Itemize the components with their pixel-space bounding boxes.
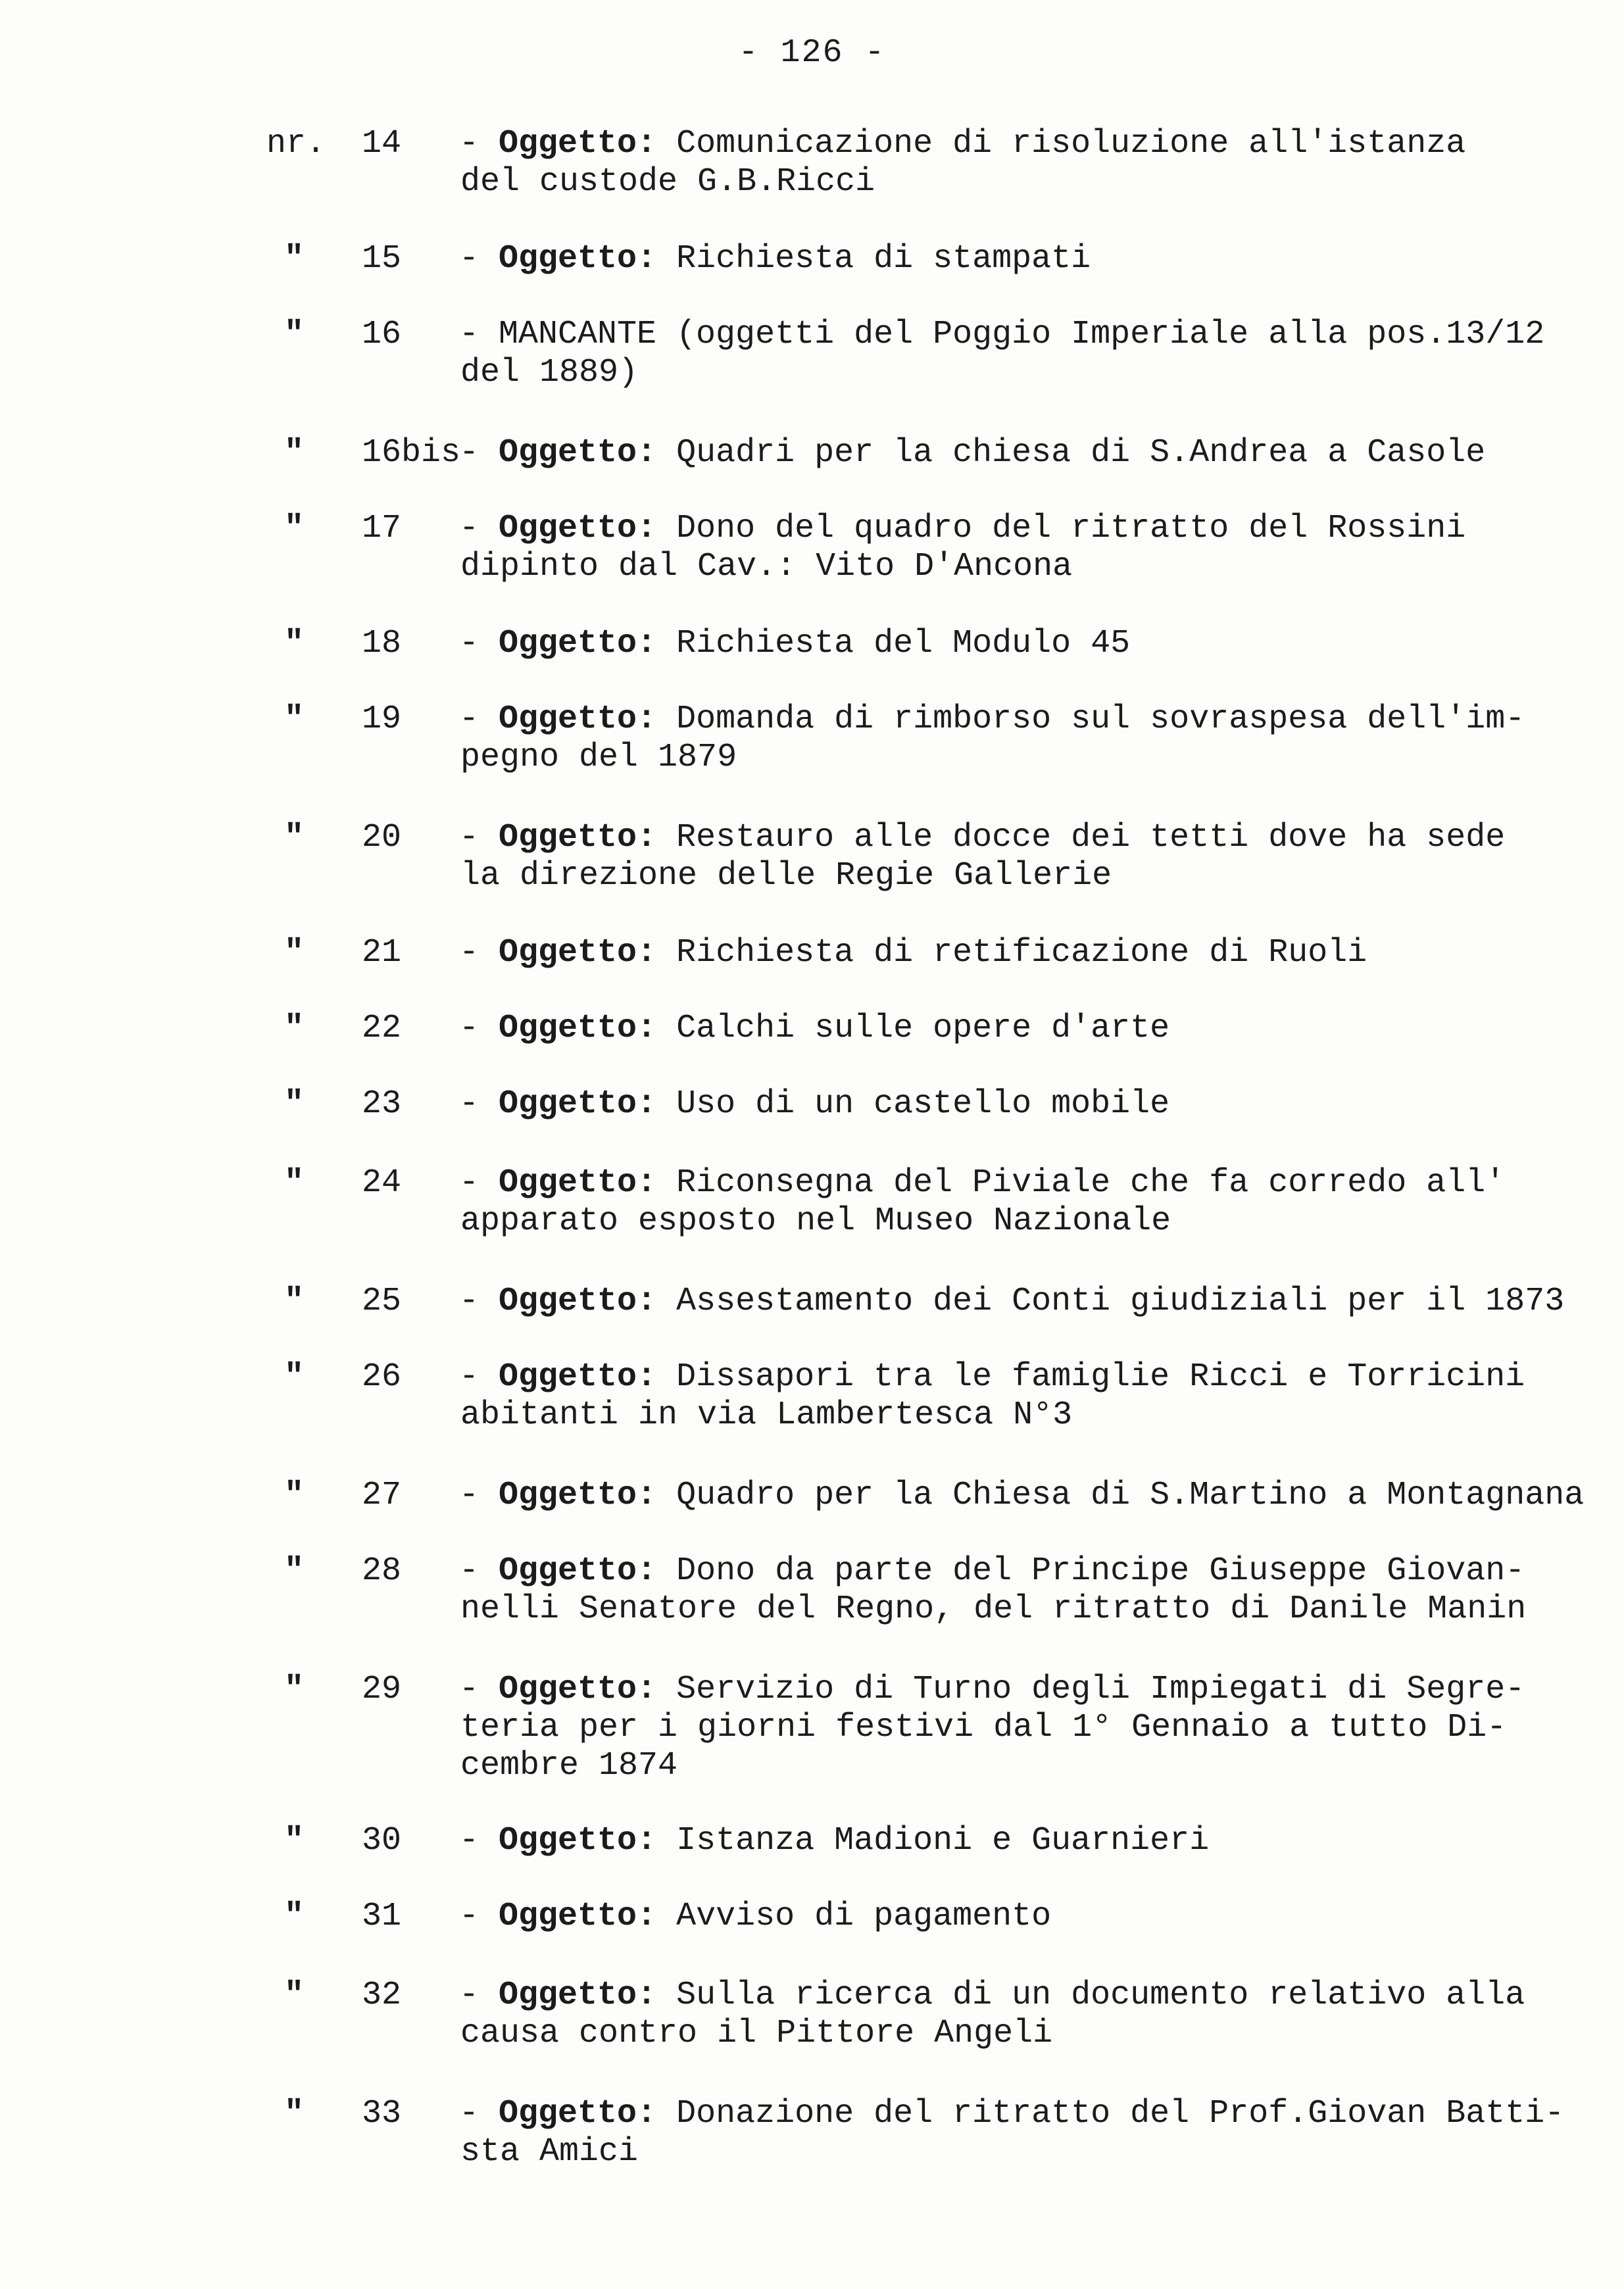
entry-text: Assestamento dei Conti giudiziali per il 1873: [676, 1283, 1565, 1320]
subject-label: Oggetto:: [499, 1977, 657, 2014]
entry-number: 15: [362, 240, 402, 278]
entry-dash: -: [459, 240, 480, 278]
subject-label: Oggetto:: [499, 1477, 657, 1514]
entry-text: teria per i giorni festivi dal 1° Gennaio a tutto Di-: [460, 1709, 1507, 1746]
entry-body: [460, 1010, 1592, 1048]
entry-dash: -: [459, 1671, 480, 1708]
entry-line: [460, 1552, 1592, 1590]
entry-number: 31: [362, 1898, 402, 1935]
entry-body: [460, 819, 1592, 895]
entry-line: [460, 1283, 1592, 1321]
entry-body: [460, 1164, 1592, 1241]
entry-body: [460, 1552, 1592, 1629]
entry-dash: -: [459, 625, 480, 662]
entry-text: pegno del 1879: [460, 739, 737, 776]
ditto-mark: ": [284, 1822, 305, 1859]
entry-number: 21: [362, 934, 402, 972]
entry-text: cembre 1874: [460, 1747, 678, 1784]
entry-line: [460, 819, 1592, 857]
subject-label: Oggetto:: [499, 819, 657, 856]
entry-body: [460, 510, 1592, 586]
entry-text: Richiesta del Modulo 45: [676, 625, 1131, 662]
entry-line: [460, 2133, 1592, 2171]
entry-number: 18: [362, 625, 402, 662]
entry-dash: -: [459, 1010, 480, 1047]
ditto-mark: ": [284, 510, 305, 547]
entry-body: [460, 1283, 1592, 1321]
entry-text: Richiesta di stampati: [676, 240, 1091, 278]
entry-dash: -: [459, 1552, 480, 1590]
entry-number: 14: [362, 125, 402, 162]
entry-dash: -: [459, 1283, 480, 1320]
entry-line: [460, 625, 1592, 663]
entry-body: [460, 1358, 1592, 1435]
entry-dash: -: [459, 434, 480, 472]
ditto-mark: ": [284, 701, 305, 738]
entry-dash: -: [459, 1898, 480, 1935]
entry-body: [460, 1671, 1592, 1785]
entry-text: causa contro il Pittore Angeli: [460, 2015, 1053, 2052]
entry-line: [460, 434, 1592, 472]
entry-text: Servizio di Turno degli Impiegati di Segre-: [676, 1671, 1525, 1708]
entry-number: 22: [362, 1010, 402, 1047]
subject-label: Oggetto:: [499, 625, 657, 662]
ditto-mark: ": [284, 1898, 305, 1935]
entry-text: dipinto dal Cav.: Vito D'Ancona: [460, 548, 1073, 585]
entry-body: [460, 1977, 1592, 2053]
entry-number: 27: [362, 1477, 402, 1514]
ditto-mark: ": [284, 1085, 305, 1123]
subject-label: Oggetto:: [499, 240, 657, 278]
entry-text: Dono da parte del Principe Giuseppe Giovan-: [676, 1552, 1525, 1590]
entry-line: [460, 1898, 1592, 1936]
entry-line: [460, 1590, 1592, 1629]
entry-prefix: nr.: [266, 125, 326, 162]
entry-number: 17: [362, 510, 402, 547]
entry-body: [460, 625, 1592, 663]
subject-label: Oggetto:: [499, 2095, 657, 2132]
subject-label: Oggetto:: [499, 510, 657, 547]
entry-body: [460, 1898, 1592, 1936]
entry-body: [460, 934, 1592, 972]
entry-text: Quadro per la Chiesa di S.Martino a Montagnana: [676, 1477, 1585, 1514]
entry-body: [460, 434, 1592, 472]
entry-dash: -: [459, 701, 480, 738]
ditto-mark: ": [284, 1010, 305, 1047]
subject-label: Oggetto:: [499, 1358, 657, 1396]
entry-number: 23: [362, 1085, 402, 1123]
entry-line: [460, 548, 1592, 586]
entry-body: [460, 1822, 1592, 1860]
ditto-mark: ": [284, 1358, 305, 1396]
ditto-mark: ": [284, 625, 305, 662]
entry-line: [460, 2015, 1592, 2053]
entry-dash: -: [459, 1477, 480, 1514]
ditto-mark: ": [284, 819, 305, 856]
entry-line: [460, 1671, 1592, 1709]
entry-dash: -: [459, 2095, 480, 2132]
subject-label: Oggetto:: [499, 1898, 657, 1935]
entry-text: del 1889): [460, 354, 639, 391]
ditto-mark: ": [284, 1671, 305, 1708]
entry-line: [460, 1085, 1592, 1123]
ditto-mark: ": [284, 1283, 305, 1320]
entry-line: [460, 2095, 1592, 2133]
entry-number: 32: [362, 1977, 402, 2014]
entry-dash: -: [459, 934, 480, 972]
entry-text: apparato esposto nel Museo Nazionale: [460, 1202, 1171, 1240]
entry-text: Uso di un castello mobile: [676, 1085, 1170, 1123]
entry-dash: -: [459, 1358, 480, 1396]
ditto-mark: ": [284, 1552, 305, 1590]
entry-body: [460, 1477, 1592, 1515]
entry-number: 29: [362, 1671, 402, 1708]
entry-dash: -: [459, 1085, 480, 1123]
entry-body: [460, 240, 1592, 278]
entry-line: [460, 1358, 1592, 1396]
entry-text: nelli Senatore del Regno, del ritratto di Danile Manin: [460, 1590, 1527, 1628]
entry-line: [460, 934, 1592, 972]
entry-dash: -: [459, 1822, 480, 1859]
entry-body: [460, 2095, 1592, 2171]
ditto-mark: ": [284, 434, 305, 472]
ditto-mark: ": [284, 1164, 305, 1202]
entry-line: [460, 1477, 1592, 1515]
entry-text: sta Amici: [460, 2133, 639, 2171]
entry-line: [460, 354, 1592, 392]
entry-dash: -: [459, 125, 480, 162]
subject-label: Oggetto:: [499, 1164, 657, 1202]
entry-dash: -: [459, 316, 480, 353]
entry-text: Dono del quadro del ritratto del Rossini: [676, 510, 1466, 547]
entry-line: [460, 1709, 1592, 1747]
entry-line: [460, 1164, 1592, 1202]
subject-label: Oggetto:: [499, 125, 657, 162]
entry-line: [460, 1202, 1592, 1241]
entry-text: Sulla ricerca di un documento relativo alla: [676, 1977, 1525, 2014]
entry-line: [460, 1977, 1592, 2015]
entry-text: Istanza Madioni e Guarnieri: [676, 1822, 1210, 1859]
ditto-mark: ": [284, 2095, 305, 2132]
entry-number: 26: [362, 1358, 402, 1396]
entry-text: abitanti in via Lambertesca N°3: [460, 1396, 1073, 1434]
entry-line: [460, 739, 1592, 777]
entry-number: 20: [362, 819, 402, 856]
subject-label: Oggetto:: [499, 1010, 657, 1047]
entry-line: [460, 1822, 1592, 1860]
entry-number: 16: [362, 316, 402, 353]
ditto-mark: ": [284, 1477, 305, 1514]
ditto-mark: ": [284, 240, 305, 278]
ditto-mark: ": [284, 934, 305, 972]
entry-line: [460, 510, 1592, 548]
entry-line: [460, 857, 1592, 895]
entry-line: [460, 240, 1592, 278]
entry-text: Donazione del ritratto del Prof.Giovan Batti-: [676, 2095, 1565, 2132]
entry-text: Dissapori tra le famiglie Ricci e Torricini: [676, 1358, 1525, 1396]
entry-text: del custode G.B.Ricci: [460, 163, 875, 201]
entry-text: Domanda di rimborso sul sovraspesa dell'im-: [676, 701, 1525, 738]
entry-text: Quadri per la chiesa di S.Andrea a Casole: [676, 434, 1486, 472]
subject-label: Oggetto:: [499, 1671, 657, 1708]
entry-text: Comunicazione di risoluzione all'istanza: [676, 125, 1466, 162]
entry-number: 19: [362, 701, 402, 738]
subject-label: Oggetto:: [499, 1822, 657, 1859]
subject-label: Oggetto:: [499, 1283, 657, 1320]
entry-line: [460, 701, 1592, 739]
entry-line: [460, 1747, 1592, 1785]
entry-text: MANCANTE (oggetti del Poggio Imperiale alla pos.13/12: [499, 316, 1545, 353]
page-number: - 126 -: [738, 34, 886, 72]
entry-dash: -: [459, 510, 480, 547]
entry-dash: -: [459, 819, 480, 856]
ditto-mark: ": [284, 1977, 305, 2014]
entry-text: Avviso di pagamento: [676, 1898, 1052, 1935]
entry-number: 16bis: [362, 434, 461, 472]
entry-line: [460, 1010, 1592, 1048]
entry-line: [460, 163, 1592, 201]
entry-body: [460, 125, 1592, 201]
entry-number: 33: [362, 2095, 402, 2132]
entry-number: 25: [362, 1283, 402, 1320]
entry-line: [460, 1396, 1592, 1435]
entry-text: la direzione delle Regie Gallerie: [460, 857, 1112, 895]
subject-label: Oggetto:: [499, 701, 657, 738]
entry-number: 28: [362, 1552, 402, 1590]
entry-dash: -: [459, 1164, 480, 1202]
subject-label: Oggetto:: [499, 934, 657, 972]
entry-text: Calchi sulle opere d'arte: [676, 1010, 1170, 1047]
entry-text: Riconsegna del Piviale che fa corredo all': [676, 1164, 1506, 1202]
ditto-mark: ": [284, 316, 305, 353]
entry-body: [460, 1085, 1592, 1123]
entry-number: 24: [362, 1164, 402, 1202]
entry-line: [460, 316, 1592, 354]
entry-text: Restauro alle docce dei tetti dove ha sede: [676, 819, 1506, 856]
entry-body: [460, 316, 1592, 392]
entry-text: Richiesta di retificazione di Ruoli: [676, 934, 1367, 972]
entry-number: 30: [362, 1822, 402, 1859]
entry-body: [460, 701, 1592, 777]
subject-label: Oggetto:: [499, 1085, 657, 1123]
entry-line: [460, 125, 1592, 163]
entry-dash: -: [459, 1977, 480, 2014]
subject-label: Oggetto:: [499, 434, 657, 472]
subject-label: Oggetto:: [499, 1552, 657, 1590]
